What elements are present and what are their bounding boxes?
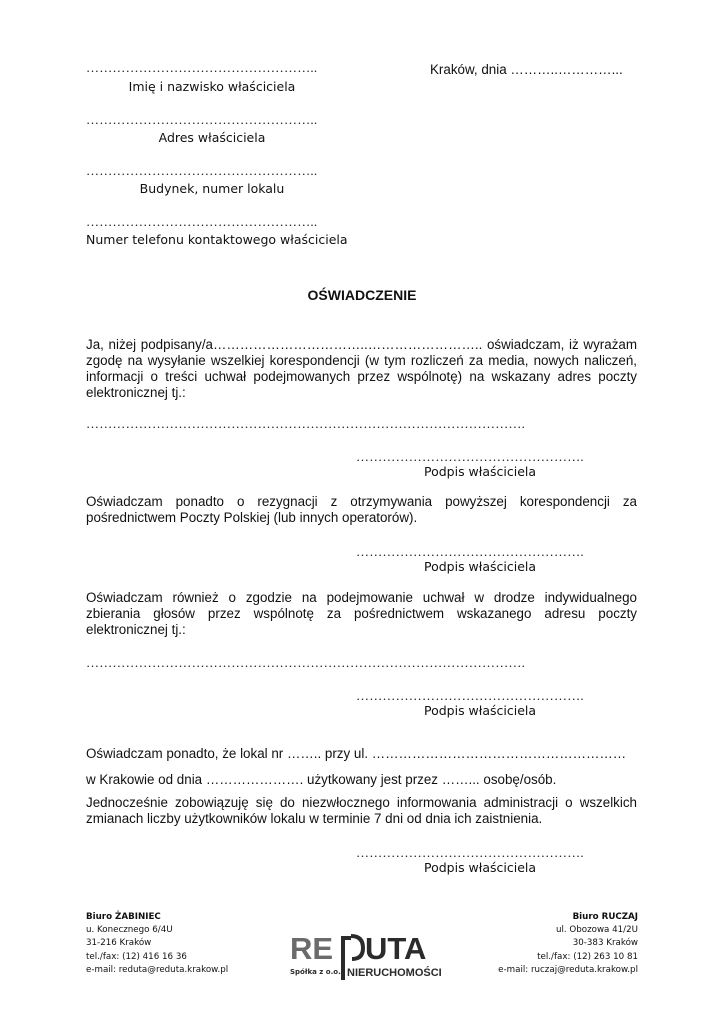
office-left-name: Biuro ŻABINIEC <box>86 912 161 922</box>
office-right-city: 30-383 Kraków <box>572 938 638 949</box>
office-left-city: 31-216 Kraków <box>86 938 152 949</box>
building-label: Budynek, numer lokalu <box>139 181 285 196</box>
office-left-email[interactable]: e-mail: reduta@reduta.krakow.pl <box>86 964 229 975</box>
notification-paragraph: Jednocześnie zobowiązuję się do niezwłocznego informowania administracji o wszelkich zmianach liczby użytkowników lokalu w terminie 7 dni od dnia ich zaistnienia. <box>86 795 637 826</box>
signature-label-2: Podpis właściciela <box>423 559 537 574</box>
office-right-name: Biuro RUCZAJ <box>572 912 638 922</box>
owner-name-label: Imię i nazwisko właściciela <box>128 79 296 94</box>
logo-bracket-top <box>341 936 351 940</box>
logo-word-right: UTA <box>365 931 427 966</box>
office-right-email[interactable]: e-mail: ruczaj@reduta.krakow.pl <box>498 964 638 975</box>
footer-office-right <box>498 911 638 977</box>
signature-dots-2[interactable]: ……………………………………………. <box>356 544 584 559</box>
unit-address-line[interactable]: Oświadczam ponadto, że lokal nr …….. przy ul. ………………………………………………… <box>86 746 627 761</box>
email-line-2[interactable]: ………………………………………………………………………………………. <box>86 655 526 670</box>
footer-office-left <box>86 911 228 977</box>
signature-dots-3[interactable]: ……………………………………………. <box>356 688 584 703</box>
resignation-paragraph: Oświadczam ponadto o rezygnacji z otrzymywania powyższej korespondencji za pośrednictwem Poczty Polskiej (lub innych operatorów). <box>86 494 637 525</box>
logo-tagline: NIERUCHOMOŚCI <box>347 967 442 979</box>
office-right-phone: tel./fax: (12) 263 10 81 <box>537 951 638 962</box>
office-left-street: u. Konecznego 6/4U <box>86 925 173 936</box>
place-date[interactable]: Kraków, dnia ………..…………... <box>430 62 623 77</box>
signature-dots-1[interactable]: ……………………………………………. <box>356 449 584 464</box>
owner-address-dots[interactable]: …………………………………………….. <box>86 112 318 127</box>
logo-d-curve <box>351 936 363 959</box>
signature-label-3: Podpis właściciela <box>423 703 537 718</box>
unit-occupants-line[interactable]: w Krakowie od dnia …………………. użytkowany jest przez ……... osobę/osób. <box>86 772 557 787</box>
document-title: OŚWIADCZENIE <box>307 287 417 303</box>
email-line-1[interactable]: ………………………………………………………………………………………. <box>86 416 526 431</box>
logo-company: Spółka z o.o. <box>290 968 341 976</box>
signature-label-4: Podpis właściciela <box>423 860 537 875</box>
logo-bracket-bar <box>341 936 345 980</box>
owner-name-dots[interactable]: …………………………………………….. <box>86 60 318 75</box>
logo-word-left: RE <box>290 931 334 966</box>
owner-address-label: Adres właściciela <box>158 130 266 145</box>
consent-paragraph: Ja, niżej podpisany/a……………………………..…………………….. oświadczam, iż wyrażam zgodę na wysyłanie wszelkiej korespondencji (w tym rozliczeń za media, nowych naliczeń, informacji o treści uchwał podejmowanych przez wspólnotę) na wskazany adres poczty elektronicznej tj.: <box>86 337 637 400</box>
signature-dots-4[interactable]: ……………………………………………. <box>356 845 584 860</box>
office-right-street: ul. Obozowa 41/2U <box>555 925 638 936</box>
signature-label-1: Podpis właściciela <box>423 464 537 479</box>
building-dots[interactable]: …………………………………………….. <box>86 163 318 178</box>
voting-paragraph: Oświadczam również o zgodzie na podejmowanie uchwał w drodze indywidualnego zbierania głosów przez wspólnotę za pośrednictwem wskazanego adresu poczty elektronicznej tj.: <box>86 590 637 637</box>
office-left-phone: tel./fax: (12) 416 16 36 <box>86 951 187 962</box>
reduta-logo-graphic <box>290 924 442 980</box>
phone-dots[interactable]: …………………………………………….. <box>86 214 318 229</box>
phone-label: Numer telefonu kontaktowego właściciela <box>86 232 348 247</box>
